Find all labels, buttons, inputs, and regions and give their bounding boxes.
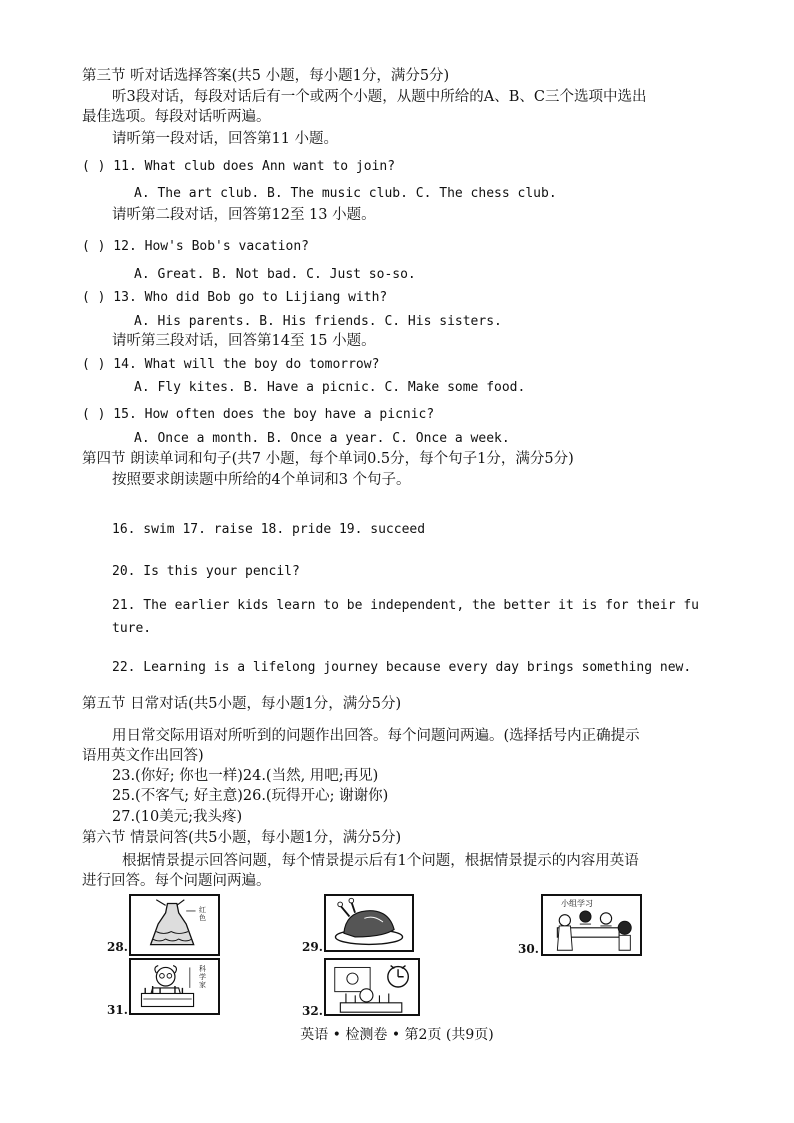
section-5-title: 第五节 日常对话(共5小题，每小题1分，满分5分) bbox=[82, 696, 402, 712]
picture-28-number: 28. bbox=[107, 940, 128, 954]
picture-28-label: 红色 bbox=[199, 906, 206, 922]
roast-chicken-icon bbox=[326, 896, 412, 950]
read-words: 16. swim 17. raise 18. pride 19. succeed bbox=[112, 522, 426, 537]
section-6-instructions-line1: 根据情景提示回答问题，每个情景提示后有1个问题，根据情景提示的内容用英语 bbox=[122, 853, 639, 869]
section-5-instructions-line2: 语用英文作出回答) bbox=[82, 748, 204, 764]
read-sentence-20: 20. Is this your pencil? bbox=[112, 564, 300, 579]
question-13-options: A. His parents. B. His friends. C. His sisters. bbox=[134, 314, 502, 329]
picture-31-scientist bbox=[129, 958, 220, 1015]
picture-30-label: 小组学习 bbox=[561, 899, 593, 908]
question-11: ( ) 11. What club does Ann want to join? bbox=[82, 159, 396, 174]
question-14: ( ) 14. What will the boy do tomorrow? bbox=[82, 357, 380, 372]
question-11-options: A. The art club. B. The music club. C. The chess club. bbox=[134, 186, 557, 201]
section-6-instructions-line2: 进行回答。每个问题问两遍。 bbox=[82, 873, 271, 889]
section-5-instructions-line1: 用日常交际用语对所听到的问题作出回答。每个问题问两遍。(选择括号内正确提示 bbox=[112, 728, 640, 744]
question-15: ( ) 15. How often does the boy have a picnic? bbox=[82, 407, 435, 422]
dress-icon bbox=[131, 896, 218, 954]
picture-32-number: 32. bbox=[302, 1004, 323, 1018]
page-footer: 英语 • 检测卷 • 第2页 (共9页) bbox=[300, 1027, 494, 1043]
question-12-options: A. Great. B. Not bad. C. Just so-so. bbox=[134, 267, 416, 282]
section-3-instructions-line2: 最佳选项。每段对话听两遍。 bbox=[82, 109, 271, 125]
section-4-title: 第四节 朗读单词和句子(共7 小题，每个单词0.5分，每个句子1分，满分5分) bbox=[82, 451, 574, 467]
picture-30-group-study bbox=[541, 894, 642, 956]
alarm-clock-bed-icon bbox=[326, 960, 418, 1014]
read-sentence-21-line2: ture. bbox=[112, 621, 152, 636]
picture-30-number: 30. bbox=[518, 942, 539, 956]
section-3-title: 第三节 听对话选择答案(共5 小题，每小题1分，满分5分) bbox=[82, 68, 450, 84]
picture-29-number: 29. bbox=[302, 940, 323, 954]
picture-31-number: 31. bbox=[107, 1003, 128, 1017]
read-sentence-22: 22. Learning is a lifelong journey because every day brings something new. bbox=[112, 660, 692, 675]
dialogue-3-instruction: 请听第三段对话，回答第14至 15 小题。 bbox=[112, 333, 376, 349]
question-13: ( ) 13. Who did Bob go to Lijiang with? bbox=[82, 290, 388, 305]
dialogue-2-instruction: 请听第二段对话，回答第12至 13 小题。 bbox=[112, 207, 376, 223]
read-sentence-21-line1: 21. The earlier kids learn to be independent, the better it is for their fu bbox=[112, 598, 699, 613]
dialogue-1-instruction: 请听第一段对话，回答第11 小题。 bbox=[112, 131, 339, 147]
dialogue-items-23-24: 23.(你好; 你也一样)24.(当然, 用吧;再见) bbox=[112, 768, 379, 784]
dialogue-items-25-26: 25.(不客气; 好主意)26.(玩得开心; 谢谢你) bbox=[112, 788, 389, 804]
picture-28-dress bbox=[129, 894, 220, 956]
question-15-options: A. Once a month. B. Once a year. C. Once a week. bbox=[134, 431, 510, 446]
dialogue-item-27: 27.(10美元;我头疼) bbox=[112, 809, 243, 825]
picture-31-label: 科学家 bbox=[199, 965, 206, 989]
question-12: ( ) 12. How's Bob's vacation? bbox=[82, 239, 309, 254]
section-4-instructions: 按照要求朗读题中所给的4个单词和3 个句子。 bbox=[112, 472, 411, 488]
section-3-instructions-line1: 听3段对话，每段对话后有一个或两个小题，从题中所给的A、B、C三个选项中选出 bbox=[112, 89, 647, 105]
question-14-options: A. Fly kites. B. Have a picnic. C. Make some food. bbox=[134, 380, 526, 395]
picture-32-morning bbox=[324, 958, 420, 1016]
picture-29-chicken bbox=[324, 894, 414, 952]
section-6-title: 第六节 情景问答(共5小题，每小题1分，满分5分) bbox=[82, 830, 402, 846]
